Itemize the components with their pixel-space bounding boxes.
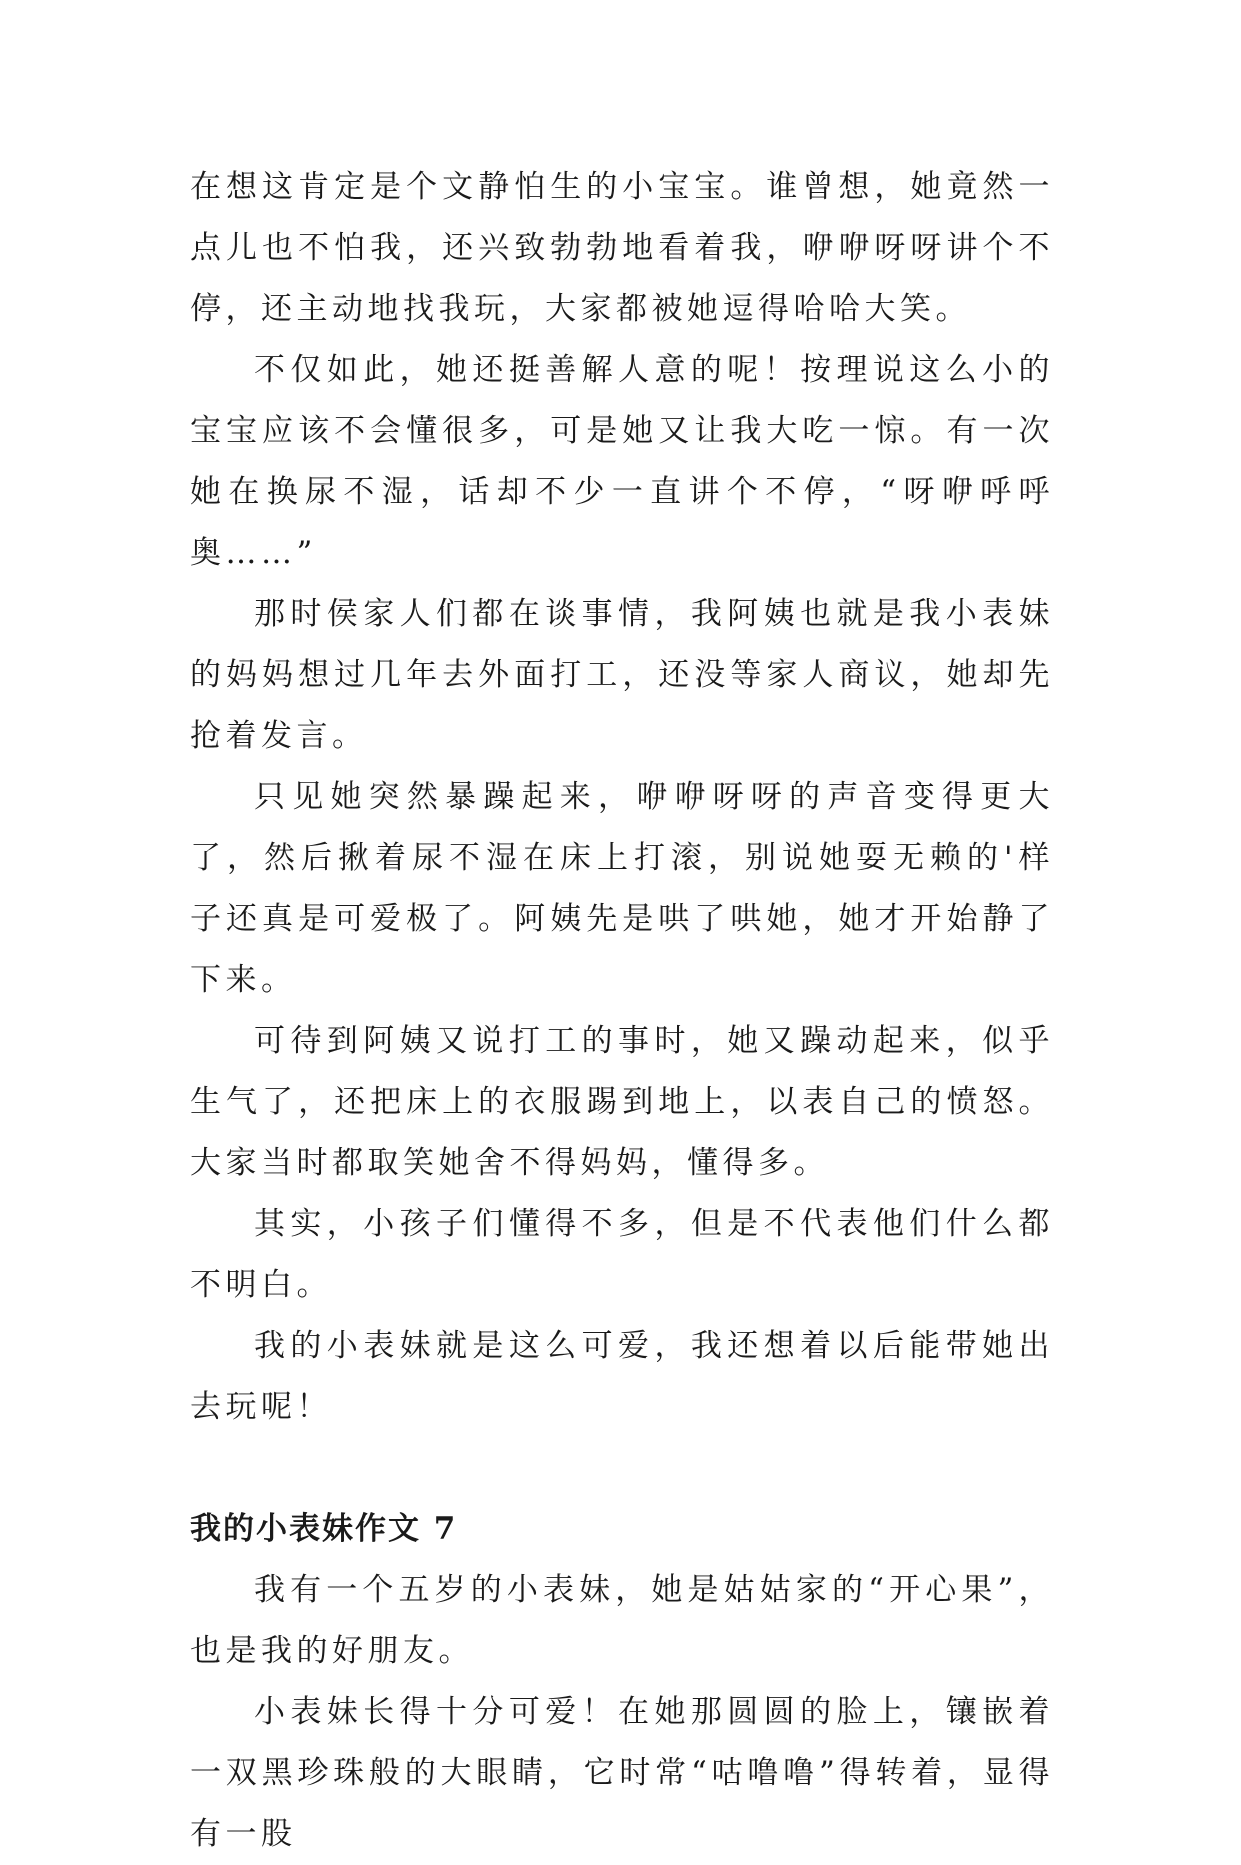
document-body xyxy=(190,157,1054,1865)
paragraph: 我有一个五岁的小表妹，她是姑姑家的“开心果”，也是我的好朋友。 xyxy=(190,1572,1054,1669)
paragraph: 小表妹长得十分可爱！在她那圆圆的脸上，镶嵌着一双黑珍珠般的大眼睛，它时常“咕噜噜”得转着，显得有一股 xyxy=(190,1694,1054,1852)
paragraph: 只见她突然暴躁起来，咿咿呀呀的声音变得更大了，然后揪着尿不湿在床上打滚，别说她耍无赖的'样子还真是可爱极了。阿姨先是哄了哄她，她才开始静了下来。 xyxy=(190,779,1054,998)
paragraph: 不仅如此，她还挺善解人意的呢！按理说这么小的宝宝应该不会懂很多，可是她又让我大吃一惊。有一次她在换尿不湿，话却不少一直讲个不停，“呀咿呼呼奥……” xyxy=(190,352,1054,571)
section-title: 我的小表妹作文 7 xyxy=(190,1511,458,1547)
paragraph: 那时侯家人们都在谈事情，我阿姨也就是我小表妹的妈妈想过几年去外面打工，还没等家人商议，她却先抢着发言。 xyxy=(190,596,1054,754)
paragraph: 我的小表妹就是这么可爱，我还想着以后能带她出去玩呢！ xyxy=(190,1328,1054,1425)
paragraph: 其实，小孩子们懂得不多，但是不代表他们什么都不明白。 xyxy=(190,1206,1054,1303)
paragraph: 可待到阿姨又说打工的事时，她又躁动起来，似乎生气了，还把床上的衣服踢到地上，以表自己的愤怒。大家当时都取笑她舍不得妈妈，懂得多。 xyxy=(190,1023,1054,1181)
paragraph-continued: 在想这肯定是个文静怕生的小宝宝。谁曾想，她竟然一点儿也不怕我，还兴致勃勃地看着我，咿咿呀呀讲个不停，还主动地找我玩，大家都被她逗得哈哈大笑。 xyxy=(190,169,1054,327)
